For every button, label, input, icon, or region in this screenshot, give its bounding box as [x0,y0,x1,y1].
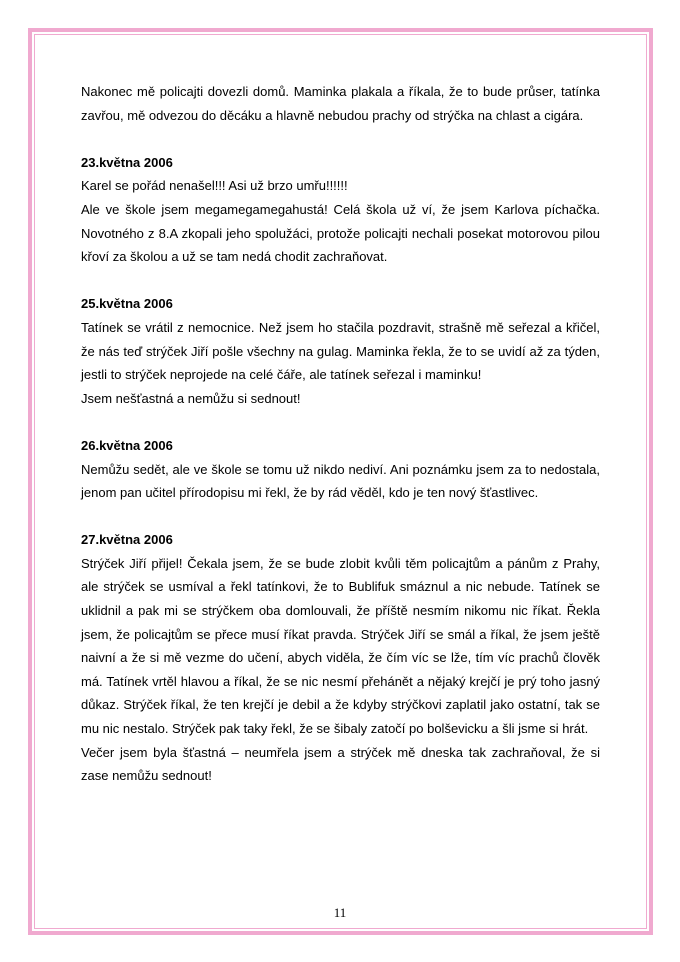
entry-paragraph: Karel se pořád nenašel!!! Asi už brzo umřu!!!!!! [81,178,348,194]
entry-paragraph: Strýček Jiří přijel! Čekala jsem, že se bude zlobit kvůli těm policajtům a pánům z Prahy, ale strýček se usmíval a řekl tatínkovi, že to Bublifuk smáznul a nic nebude. Tatínek se uklidnil a pak mi se strýčkem oba domlouvali, že příště nesmím nikomu nic říkat. Řekla jsem, že policajtům se přece musí říkat pravda. Strýček Jiří se smál a říkal, že jsem ještě naivní a že si mě vezme do učení, abych viděla, že čím víc se lže, tím víc prachů člověk má. Tatínek vrtěl hlavou a říkal, že se nic nesmí přehánět a nějaký krejčí je prý toho jasný důkaz. Strýček říkal, že ten krejčí je debil a že kdyby strýčkovi zaplatil jako ostatní, tak se mu nic nestalo. Strýček pak taky řekl, že se šibaly zatočí po bolševicku a šli jsme si hrát. [81,555,600,737]
diary-entry [81,292,600,410]
diary-entry [81,528,600,788]
spacer [81,410,600,434]
page-number: 11 [333,905,347,920]
entry-paragraph: Nemůžu sedět, ale ve škole se tomu už nikdo nediví. Ani poznámku jsem za to nedostala, jenom pan učitel přírodopisu mi řekl, že by rád věděl, kdo je ten nový šťastlivec. [81,461,600,501]
spacer [81,127,600,151]
diary-entry [81,151,600,269]
entry-date-heading: 23.května 2006 [81,154,173,170]
spacer [81,505,600,529]
diary-entry [81,80,600,127]
entry-paragraph: Nakonec mě policajti dovezli domů. Maminka plakala a říkala, že to bude průser, tatínka zavřou, mě odvezou do děcáku a hlavně nebudou prachy od strýčka na chlast a cigára. [81,84,600,123]
diary-entry [81,434,600,505]
entry-date-heading: 27.května 2006 [81,532,173,548]
entry-date-heading: 26.května 2006 [81,437,173,453]
entry-paragraph: Ale ve škole jsem megamegamegahustá! Celá škola už ví, že jsem Karlova píchačka. Novotného z 8.A zkopali jeho spolužáci, protože policajti nechali posekat motorovou pilou křoví za školou a už se tam nedá chodit zachraňovat. [81,201,600,265]
entry-paragraph: Tatínek se vrátil z nemocnice. Než jsem ho stačila pozdravit, strašně mě seřezal a křičel, že nás teď strýček Jiří pošle všechny na gulag. Maminka řekla, že to se uvidí až za týden, jestli to strýček neprojede na celé čáře, ale tatínek seřezal i maminku! [81,319,600,383]
entry-paragraph: Večer jsem byla šťastná – neumřela jsem a strýček mě dneska tak zachraňoval, že si zase nemůžu sednout! [81,744,600,784]
spacer [81,269,600,293]
entry-date-heading: 25.května 2006 [81,296,173,312]
entry-paragraph: Jsem nešťastná a nemůžu si sednout! [81,390,301,406]
diary-content [81,80,600,788]
